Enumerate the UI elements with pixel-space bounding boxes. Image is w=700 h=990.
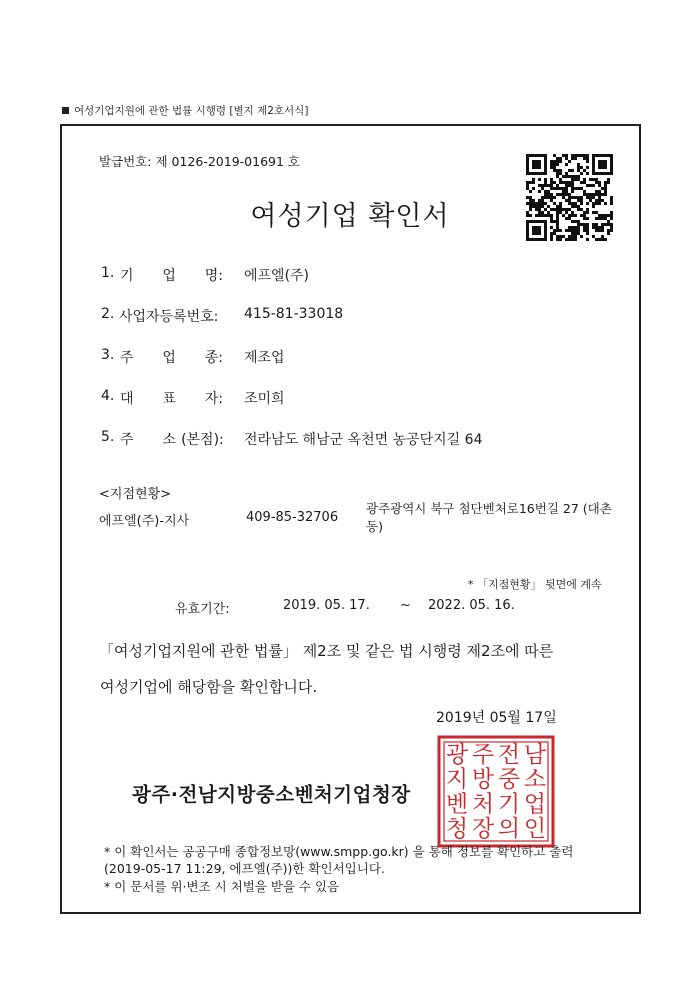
- field-label-main-business: [120, 347, 223, 367]
- seal-glyph: 장: [471, 816, 495, 843]
- seal-glyph: 청: [445, 816, 469, 843]
- seal-glyph: 주: [471, 741, 495, 768]
- label-char: 소: [162, 432, 177, 448]
- footnote-line-3: * 이 문서를 위·변조 시 처벌을 받을 수 있음: [104, 879, 340, 894]
- branch-address: 광주광역시 북구 첨단벤처로16번길 27 (대촌동): [366, 501, 612, 534]
- seal-glyph: 기: [497, 791, 521, 818]
- validity-tilde: ~: [400, 598, 411, 613]
- field-value-representative: 조미희: [244, 391, 285, 407]
- seal-glyph: 인: [523, 816, 547, 843]
- form-header-text: 여성기업지원에 관한 법률 시행령 [별지 제2호서식]: [74, 105, 309, 117]
- label-char: (본점):: [181, 432, 224, 448]
- seal-glyph: 방: [471, 766, 495, 793]
- label-char: 자:: [204, 391, 223, 407]
- validity-to: 2022. 05. 16.: [428, 598, 515, 613]
- branch-heading: <지점현황>: [99, 487, 172, 502]
- seal-glyph: 전: [497, 741, 521, 768]
- footnote-line-1: * 이 확인서는 공공구매 종합정보망(www.smpp.go.kr) 을 통해 정보를 확인하고 출력: [104, 844, 574, 859]
- field-value-main-business: 제조업: [244, 350, 285, 366]
- label-char: 주: [120, 432, 134, 448]
- issuing-authority: 광주·전남지방중소벤처기업청장: [132, 783, 411, 806]
- seal-glyph: 처: [471, 791, 495, 818]
- field-value-address: 전라남도 해남군 옥천면 농공단지길 64: [244, 432, 483, 448]
- issue-date: 2019년 05월 17일: [436, 710, 557, 726]
- official-seal-icon: [437, 735, 555, 848]
- label-char: 종:: [204, 350, 223, 366]
- see-back-note: * 「지점현황」 뒷면에 계속: [468, 578, 602, 591]
- label-char: 업: [162, 350, 176, 366]
- seal-glyph: 소: [523, 766, 547, 793]
- branch-name: 에프엘(주)-지사: [99, 514, 190, 529]
- seal-glyph: 업: [523, 791, 547, 818]
- square-bullet-icon: [62, 107, 69, 114]
- field-value-business-reg-no: 415-81-33018: [244, 306, 344, 322]
- branch-reg-number: 409-85-32706: [246, 510, 339, 525]
- field-label-company-name: [120, 265, 223, 285]
- issue-number: 발급번호: 제 0126-2019-01691 호: [99, 154, 300, 169]
- field-label-business-reg-no: 사업자등록번호:: [119, 309, 219, 325]
- label-char: 표: [162, 391, 176, 407]
- field-number: 1.: [101, 265, 115, 281]
- label-char: 대: [120, 391, 134, 407]
- seal-glyph: 남: [523, 741, 547, 768]
- label-char: 명:: [204, 268, 223, 284]
- seal-glyph: 벤: [445, 791, 469, 818]
- statement-line-2: 여성기업에 해당함을 확인합니다.: [100, 678, 318, 696]
- label-char: 업: [162, 268, 176, 284]
- seal-glyph: 중: [497, 766, 521, 793]
- seal-glyph: 의: [497, 816, 521, 843]
- seal-glyph: 지: [445, 766, 469, 793]
- seal-glyph: 광: [445, 741, 469, 768]
- statement-line-1: 「여성기업지원에 관한 법률」 제2조 및 같은 법 시행령 제2조에 따른: [99, 642, 554, 660]
- field-number: 4.: [101, 388, 115, 404]
- field-number: 2.: [101, 306, 115, 322]
- field-number: 3.: [101, 347, 115, 363]
- validity-label: 유효기간:: [175, 602, 230, 617]
- field-number: 5.: [101, 429, 115, 445]
- validity-from: 2019. 05. 17.: [283, 598, 370, 613]
- field-value-company-name: 에프엘(주): [244, 268, 310, 284]
- form-header-note: [62, 103, 308, 118]
- field-label-representative: [120, 388, 223, 408]
- label-char: 기: [120, 268, 134, 284]
- field-label-address-label: [120, 429, 224, 449]
- label-char: 주: [120, 350, 134, 366]
- document-title: 여성기업 확인서: [250, 201, 450, 232]
- footnote-line-2: (2019-05-17 11:29, 에프엘(주))한 확인서입니다.: [104, 861, 385, 876]
